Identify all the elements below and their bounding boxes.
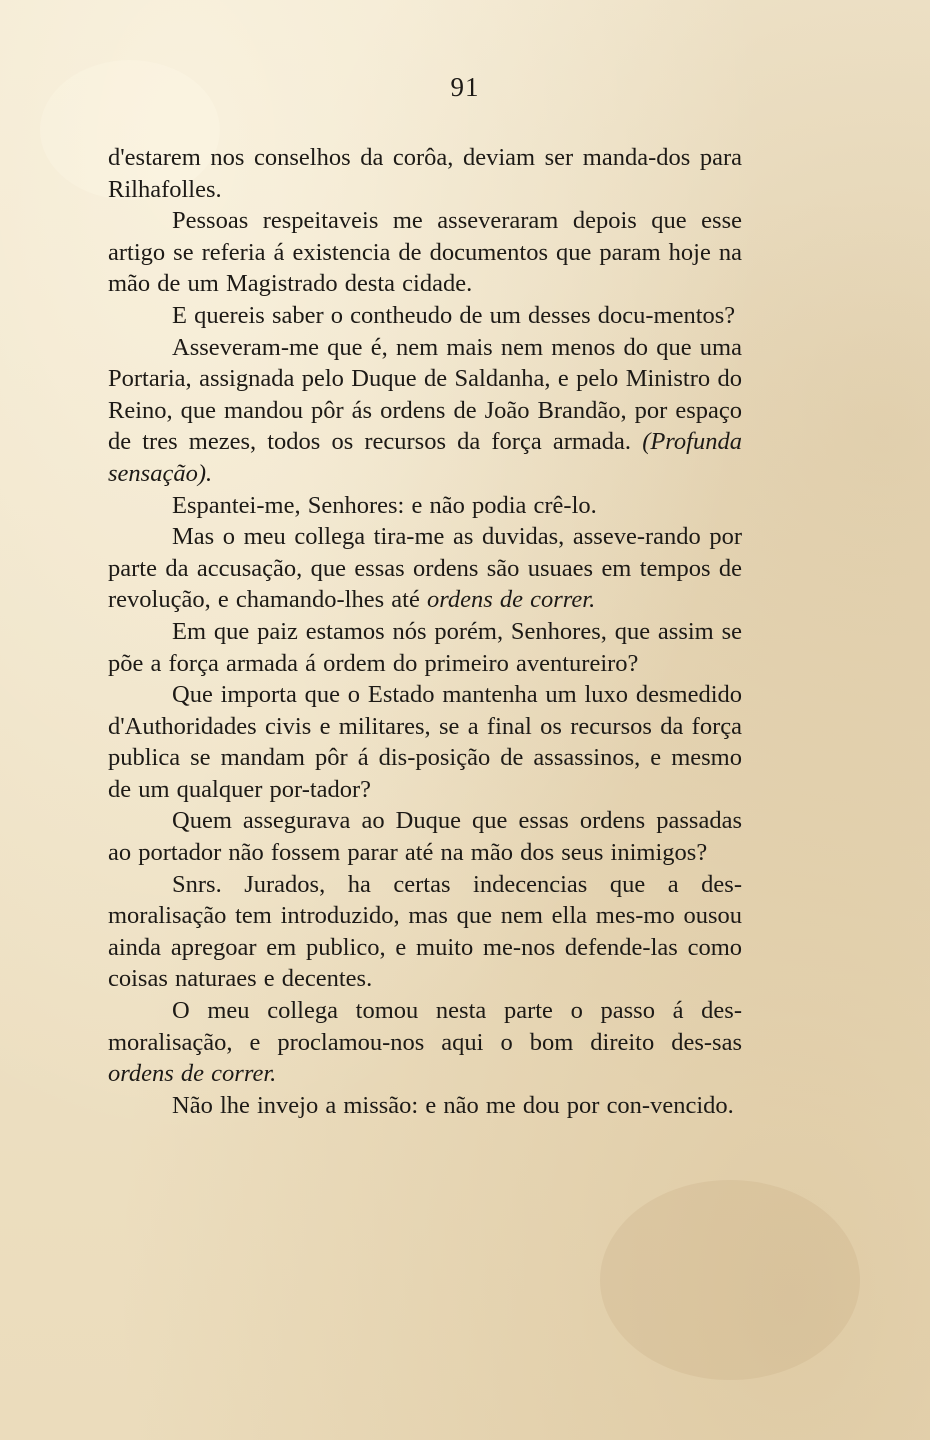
text-run: O meu collega tomou nesta parte o passo á des-moralisação, e proclamou-nos aqui o bom direito des-sas xyxy=(108,997,742,1056)
paragraph xyxy=(108,869,742,995)
paragraph xyxy=(108,332,742,490)
paragraph xyxy=(108,142,742,205)
text-run: Pessoas respeitaveis me asseveraram depois que esse artigo se referia á existencia de documentos que param hoje na mão de um Magistrado desta cidade. xyxy=(108,207,742,298)
italic-text: (Profunda sensação). xyxy=(108,428,742,487)
italic-text: ordens de correr. xyxy=(108,1060,277,1088)
body-text xyxy=(108,142,742,1121)
page-number: 91 xyxy=(450,72,480,102)
text-run: Em que paiz estamos nós porém, Senhores, que assim se põe a força armada á ordem do primeiro aventureiro? xyxy=(108,617,742,677)
paragraph xyxy=(108,679,742,805)
paragraph xyxy=(108,616,742,679)
paragraph xyxy=(108,300,742,332)
paragraph xyxy=(108,995,742,1090)
text-run: Mas o meu collega tira-me as duvidas, asseve-rando por parte da accusação, que essas ordens são usuaes em tempos de revolução, e chamando-lhes até xyxy=(108,523,742,614)
paragraph xyxy=(108,1090,742,1122)
text-run: E quereis saber o contheudo de um desses docu-mentos? xyxy=(172,301,736,329)
text-run: Não lhe invejo a missão: e não me dou por con-vencido. xyxy=(172,1091,734,1119)
paragraph xyxy=(108,490,742,522)
paragraph xyxy=(108,205,742,300)
text-run: Quem assegurava ao Duque que essas ordens passadas ao portador não fossem parar até na mão dos seus inimigos? xyxy=(108,807,742,867)
italic-text: ordens de correr. xyxy=(426,586,596,614)
paragraph xyxy=(108,805,742,868)
text-run: Snrs. Jurados, ha certas indecencias que a des-moralisação tem introduzido, mas que nem ella mes-mo ousou ainda apregoar em publico, e muito me-nos defende-las como coisas naturaes e decentes. xyxy=(108,870,742,993)
text-run: Asseveram-me que é, nem mais nem menos do que uma Portaria, assignada pelo Duque de Saldanha, e pelo Ministro do Reino, que mandou pôr ás ordens de João Brandão, por espaço de tres mezes, todos os recursos da força armada. xyxy=(108,333,742,456)
paper-stain xyxy=(600,1180,860,1380)
text-run: Espantei-me, Senhores: e não podia crê-lo. xyxy=(172,491,597,519)
text-run: Que importa que o Estado mantenha um luxo desmedido d'Authoridades civis e militares, se a final os recursos da força publica se mandam pôr á dis-posição de assassinos, e mesmo de um qualquer por-tador? xyxy=(108,681,742,803)
paragraph xyxy=(108,521,742,616)
text-run: d'estarem nos conselhos da corôa, deviam ser manda-dos para Rilhafolles. xyxy=(108,144,742,203)
